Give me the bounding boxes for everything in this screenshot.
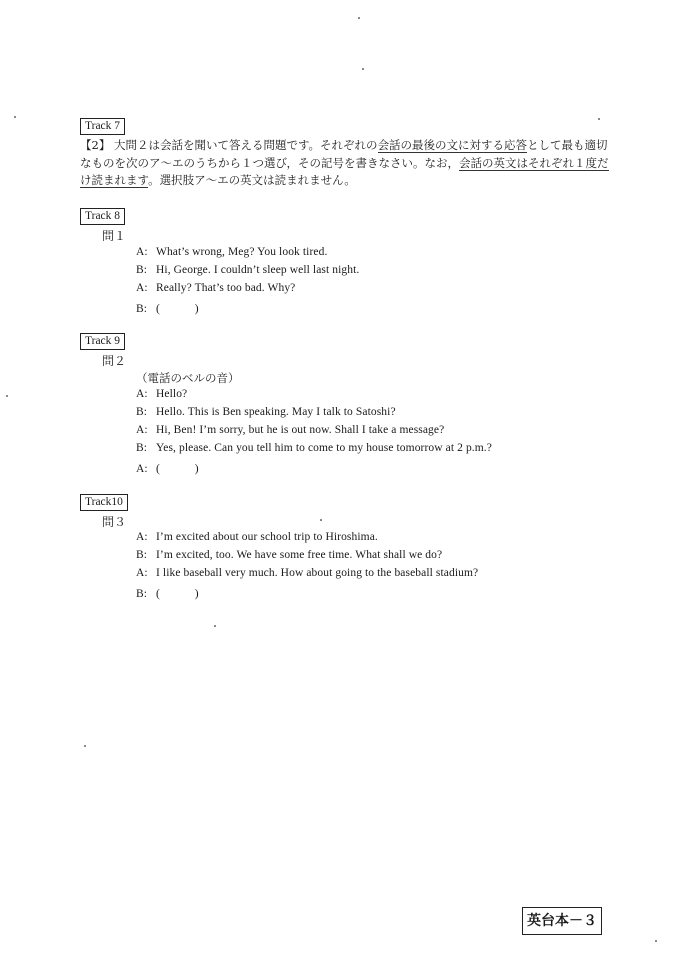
- q1-line-3: A: Really? That’s too bad. Why?: [136, 282, 296, 294]
- track-9-label: Track 9: [80, 333, 125, 350]
- scan-speck: [320, 519, 322, 521]
- scan-speck: [362, 68, 364, 70]
- track-7-label: Track 7: [80, 118, 125, 135]
- instruction-underline-1: 会話の最後の文に対する応答: [377, 138, 528, 152]
- q1-answer-blank: B: ( ): [136, 303, 199, 315]
- scan-speck: [14, 116, 16, 118]
- q3-line-3: A: I like baseball very much. How about going to the baseball stadium?: [136, 567, 479, 579]
- q3-answer-blank: B: ( ): [136, 588, 199, 600]
- q3-line-1: A: I’m excited about our school trip to Hiroshima.: [136, 531, 378, 543]
- page-number-label: 英台本－３: [522, 907, 602, 935]
- scan-speck: [598, 118, 600, 120]
- question-3-label: 問３: [102, 515, 127, 529]
- section-2-instructions: [80, 137, 618, 190]
- q2-answer-blank: A: ( ): [136, 463, 199, 475]
- scan-speck: [6, 395, 8, 397]
- q2-line-2: B: Hello. This is Ben speaking. May I talk to Satoshi?: [136, 406, 396, 418]
- q3-line-2: B: I’m excited, too. We have some free time. What shall we do?: [136, 549, 443, 561]
- section-number: 【2】: [80, 138, 111, 152]
- scan-speck: [214, 625, 216, 627]
- q2-line-3: A: Hi, Ben! I’m sorry, but he is out now. Shall I take a message?: [136, 424, 445, 436]
- track-8-label: Track 8: [80, 208, 125, 225]
- instruction-text-2: として最も適切なものを次のア～エのうちから１つ選び，その記号を書きなさい。なお，: [80, 138, 608, 170]
- q1-line-2: B: Hi, George. I couldn’t sleep well last night.: [136, 264, 360, 276]
- instruction-text-1: 大問２は会話を聞いて答える問題です。それぞれの: [113, 138, 378, 152]
- q2-sound-note: （電話のベルの音）: [136, 371, 240, 385]
- q2-line-1: A: Hello?: [136, 388, 188, 400]
- q1-line-1: A: What’s wrong, Meg? You look tired.: [136, 246, 328, 258]
- question-1-label: 問１: [102, 229, 127, 243]
- scan-speck: [84, 745, 86, 747]
- track-10-label: Track10: [80, 494, 128, 511]
- q2-line-4: B: Yes, please. Can you tell him to come to my house tomorrow at 2 p.m.?: [136, 442, 492, 454]
- question-2-label: 問２: [102, 354, 127, 368]
- scan-speck: [358, 17, 360, 19]
- instruction-underline-2: 会話の英文はそれぞれ１度だけ読まれます: [80, 155, 609, 187]
- instruction-text-3: 。選択肢ア～エの英文は読まれません。: [148, 173, 356, 187]
- scan-speck: [655, 940, 657, 942]
